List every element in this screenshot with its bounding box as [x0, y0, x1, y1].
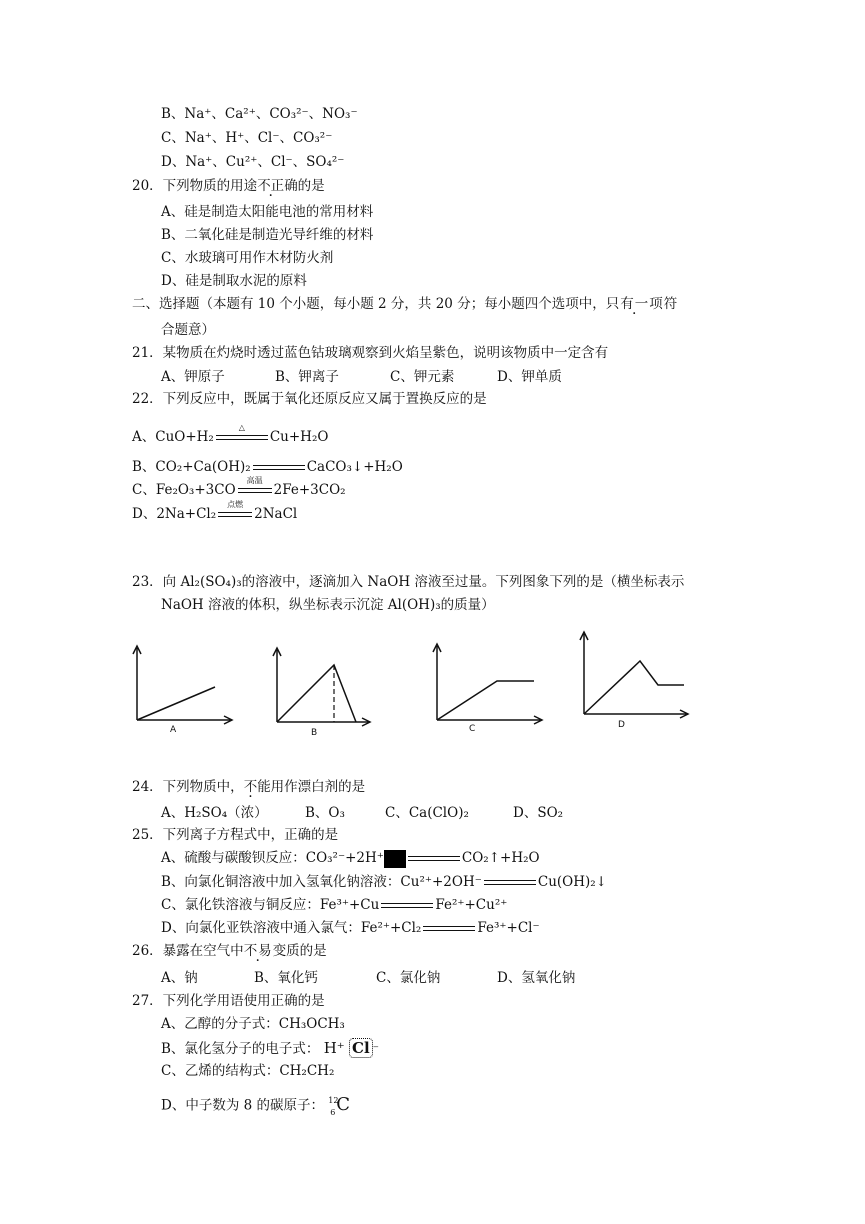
q27-option-b: B、氯化氢分子的电子式： H⁺ Cl ⁻ — [161, 1039, 379, 1057]
graph-d — [570, 626, 695, 726]
q25-option-b: B、向氯化铜溶液中加入氢氧化钠溶液：Cu²⁺+2OH⁻ Cu(OH)₂↓ — [161, 874, 607, 890]
q27-stem: 27．下列化学用语使用正确的是 — [132, 993, 325, 1009]
q20-option-a: A、硅是制造太阳能电池的常用材料 — [161, 204, 374, 220]
graph-c-curve — [437, 681, 534, 720]
q24-option-c: C、Ca(ClO)₂ — [385, 805, 469, 821]
q21-stem: 21．某物质在灼烧时透过蓝色钴玻璃观察到火焰呈紫色，说明该物质中一定含有 — [132, 345, 609, 361]
q27-option-a: A、乙醇的分子式：CH₃OCH₃ — [161, 1016, 345, 1032]
redaction-block — [384, 850, 406, 868]
graph-b-label: B — [311, 728, 318, 738]
emphasis-dots: 只有一项 — [605, 296, 664, 312]
q22-stem: 22．下列反应中，既属于氧化还原反应又属于置换反应的是 — [132, 391, 487, 407]
q24-option-b: B、O₃ — [305, 805, 345, 821]
q23-stem-line2: NaOH 溶液的体积，纵坐标表示沉淀 Al(OH)₃的质量） — [161, 597, 495, 613]
q20-option-d: D、硅是制取水泥的原料 — [161, 273, 307, 289]
q25-option-a: A、硫酸与碳酸钡反应：CO₃²⁻+2H⁺ CO₂↑+H₂O — [161, 850, 540, 866]
graph-d-label: D — [618, 720, 625, 730]
q20-option-c: C、水玻璃可用作木材防火剂 — [161, 250, 334, 266]
q22-option-a: A、CuO+H₂ △ Cu+H₂O — [132, 422, 329, 445]
q25-option-c: C、氯化铁溶液与铜反应：Fe³⁺+Cu Fe²⁺+Cu²⁺ — [161, 897, 508, 913]
q21-option-a: A、钾原子 — [161, 369, 225, 385]
q21-option-b: B、钾离子 — [275, 369, 339, 385]
emphasis-dots: 不易 — [243, 943, 273, 959]
q26-option-d: D、氢氧化钠 — [497, 970, 576, 986]
section2-heading: 二、选择题（本题有 10 个小题，每小题 2 分，共 20 分；每小题四个选项中，只有一项符 — [132, 296, 678, 312]
emphasis-dots: 不正 — [257, 178, 285, 194]
q22-option-b: B、CO₂+Ca(OH)₂ CaCO₃↓+H₂O — [132, 459, 403, 475]
electron-formula-cl: Cl — [349, 1038, 373, 1058]
carbon-isotope-notation: 12 6 C — [328, 1094, 351, 1117]
graph-c-label: C — [469, 724, 476, 734]
q26-option-c: C、氯化钠 — [376, 970, 441, 986]
electron-formula-h: H⁺ — [323, 1039, 345, 1057]
q27-option-c: C、乙烯的结构式：CH₂CH₂ — [161, 1063, 335, 1079]
q20-option-b: B、二氧化硅是制造光导纤维的材料 — [161, 227, 374, 243]
q24-stem: 24．下列物质中，不能用作漂白剂的是 — [132, 779, 366, 795]
graph-c — [422, 638, 547, 738]
q21-option-d: D、钾单质 — [497, 369, 562, 385]
q23-stem-line1: 23．向 Al₂(SO₄)₃的溶液中，逐滴加入 NaOH 溶液至过量。下列图象下列的是（横坐标表示 — [132, 574, 685, 590]
q25-stem: 25．下列离子方程式中，正确的是 — [132, 827, 339, 843]
section2-heading-cont: 合题意） — [161, 322, 215, 338]
graph-d-curve — [584, 661, 684, 714]
q26-option-a: A、钠 — [161, 970, 198, 986]
q21-option-c: C、钾元素 — [390, 369, 455, 385]
graph-a-curve — [137, 687, 215, 720]
q26-stem: 26．暴露在空气中不易变质的是 — [132, 943, 327, 959]
q19-option-b: B、Na⁺、Ca²⁺、CO₃²⁻、NO₃⁻ — [161, 106, 358, 122]
q25-option-d: D、向氯化亚铁溶液中通入氯气：Fe²⁺+Cl₂ Fe³⁺+Cl⁻ — [161, 920, 540, 936]
q22-option-c: C、Fe₂O₃+3CO 高温 2Fe+3CO₂ — [132, 475, 346, 498]
graph-b — [262, 640, 382, 740]
q24-option-d: D、SO₂ — [513, 805, 564, 821]
q27-option-d: D、中子数为 8 的碳原子： 12 6 C — [161, 1094, 351, 1117]
q26-option-b: B、氧化钙 — [254, 970, 318, 986]
graph-a — [120, 640, 240, 740]
q19-option-c: C、Na⁺、H⁺、Cl⁻、CO₃²⁻ — [161, 130, 333, 146]
q19-option-d: D、Na⁺、Cu²⁺、Cl⁻、SO₄²⁻ — [161, 154, 345, 170]
q22-option-d: D、2Na+Cl₂ 点燃 2NaCl — [132, 499, 298, 522]
emphasis-dots: 不 — [243, 779, 258, 795]
q24-option-a: A、H₂SO₄（浓） — [161, 805, 268, 821]
graph-b-curve — [277, 665, 356, 722]
graph-a-label: A — [170, 725, 177, 735]
q20-stem: 20．下列物质的用途不正确的是 — [132, 178, 325, 194]
